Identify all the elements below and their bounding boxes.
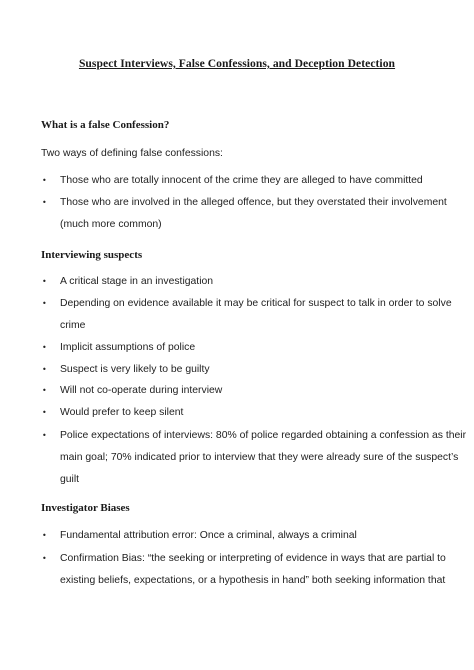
section-heading-false-confession: What is a false Confession?	[41, 119, 170, 131]
list-item-continuation: crime	[60, 320, 86, 331]
bullet-icon: •	[42, 365, 47, 374]
bullet-icon: •	[42, 386, 47, 395]
list-item-text: Suspect is very likely to be guilty	[60, 364, 210, 375]
list-item-text: Those who are totally innocent of the crime they are alleged to have committed	[60, 175, 423, 186]
bullet-icon: •	[42, 198, 47, 207]
document-title: Suspect Interviews, False Confessions, and Deception Detection	[78, 57, 396, 70]
list-item-text: Fundamental attribution error: Once a criminal, always a criminal	[60, 530, 357, 541]
list-item-continuation: existing beliefs, expectations, or a hypothesis in hand” both seeking information that	[60, 575, 446, 586]
list-item-text: Would prefer to keep silent	[60, 407, 184, 418]
section-heading-interviewing-suspects: Interviewing suspects	[41, 249, 143, 261]
bullet-icon: •	[42, 431, 47, 440]
list-item-text: Implicit assumptions of police	[60, 342, 196, 353]
list-item-text: Police expectations of interviews: 80% of police regarded obtaining a confession as their	[60, 430, 467, 441]
list-item-text: A critical stage in an investigation	[60, 276, 214, 287]
bullet-icon: •	[42, 531, 47, 540]
list-item-continuation: guilt	[60, 474, 80, 485]
list-item-continuation: (much more common)	[60, 219, 162, 230]
bullet-icon: •	[42, 408, 47, 417]
list-item-text: Will not co-operate during interview	[60, 385, 223, 396]
bullet-icon: •	[42, 554, 47, 563]
list-item-text: Depending on evidence available it may be critical for suspect to talk in order to solve	[60, 298, 452, 309]
bullet-icon: •	[42, 299, 47, 308]
bullet-icon: •	[42, 343, 47, 352]
bullet-icon: •	[42, 277, 47, 286]
section-intro-text: Two ways of defining false confessions:	[41, 148, 223, 159]
list-item-text: Those who are involved in the alleged offence, but they overstated their involvement	[60, 197, 447, 208]
section-heading-investigator-biases: Investigator Biases	[41, 502, 130, 514]
bullet-icon: •	[42, 176, 47, 185]
list-item-continuation: main goal; 70% indicated prior to interview that they were already sure of the suspect’s	[60, 452, 459, 463]
list-item-text: Confirmation Bias: “the seeking or interpreting of evidence in ways that are partial to	[60, 553, 446, 564]
